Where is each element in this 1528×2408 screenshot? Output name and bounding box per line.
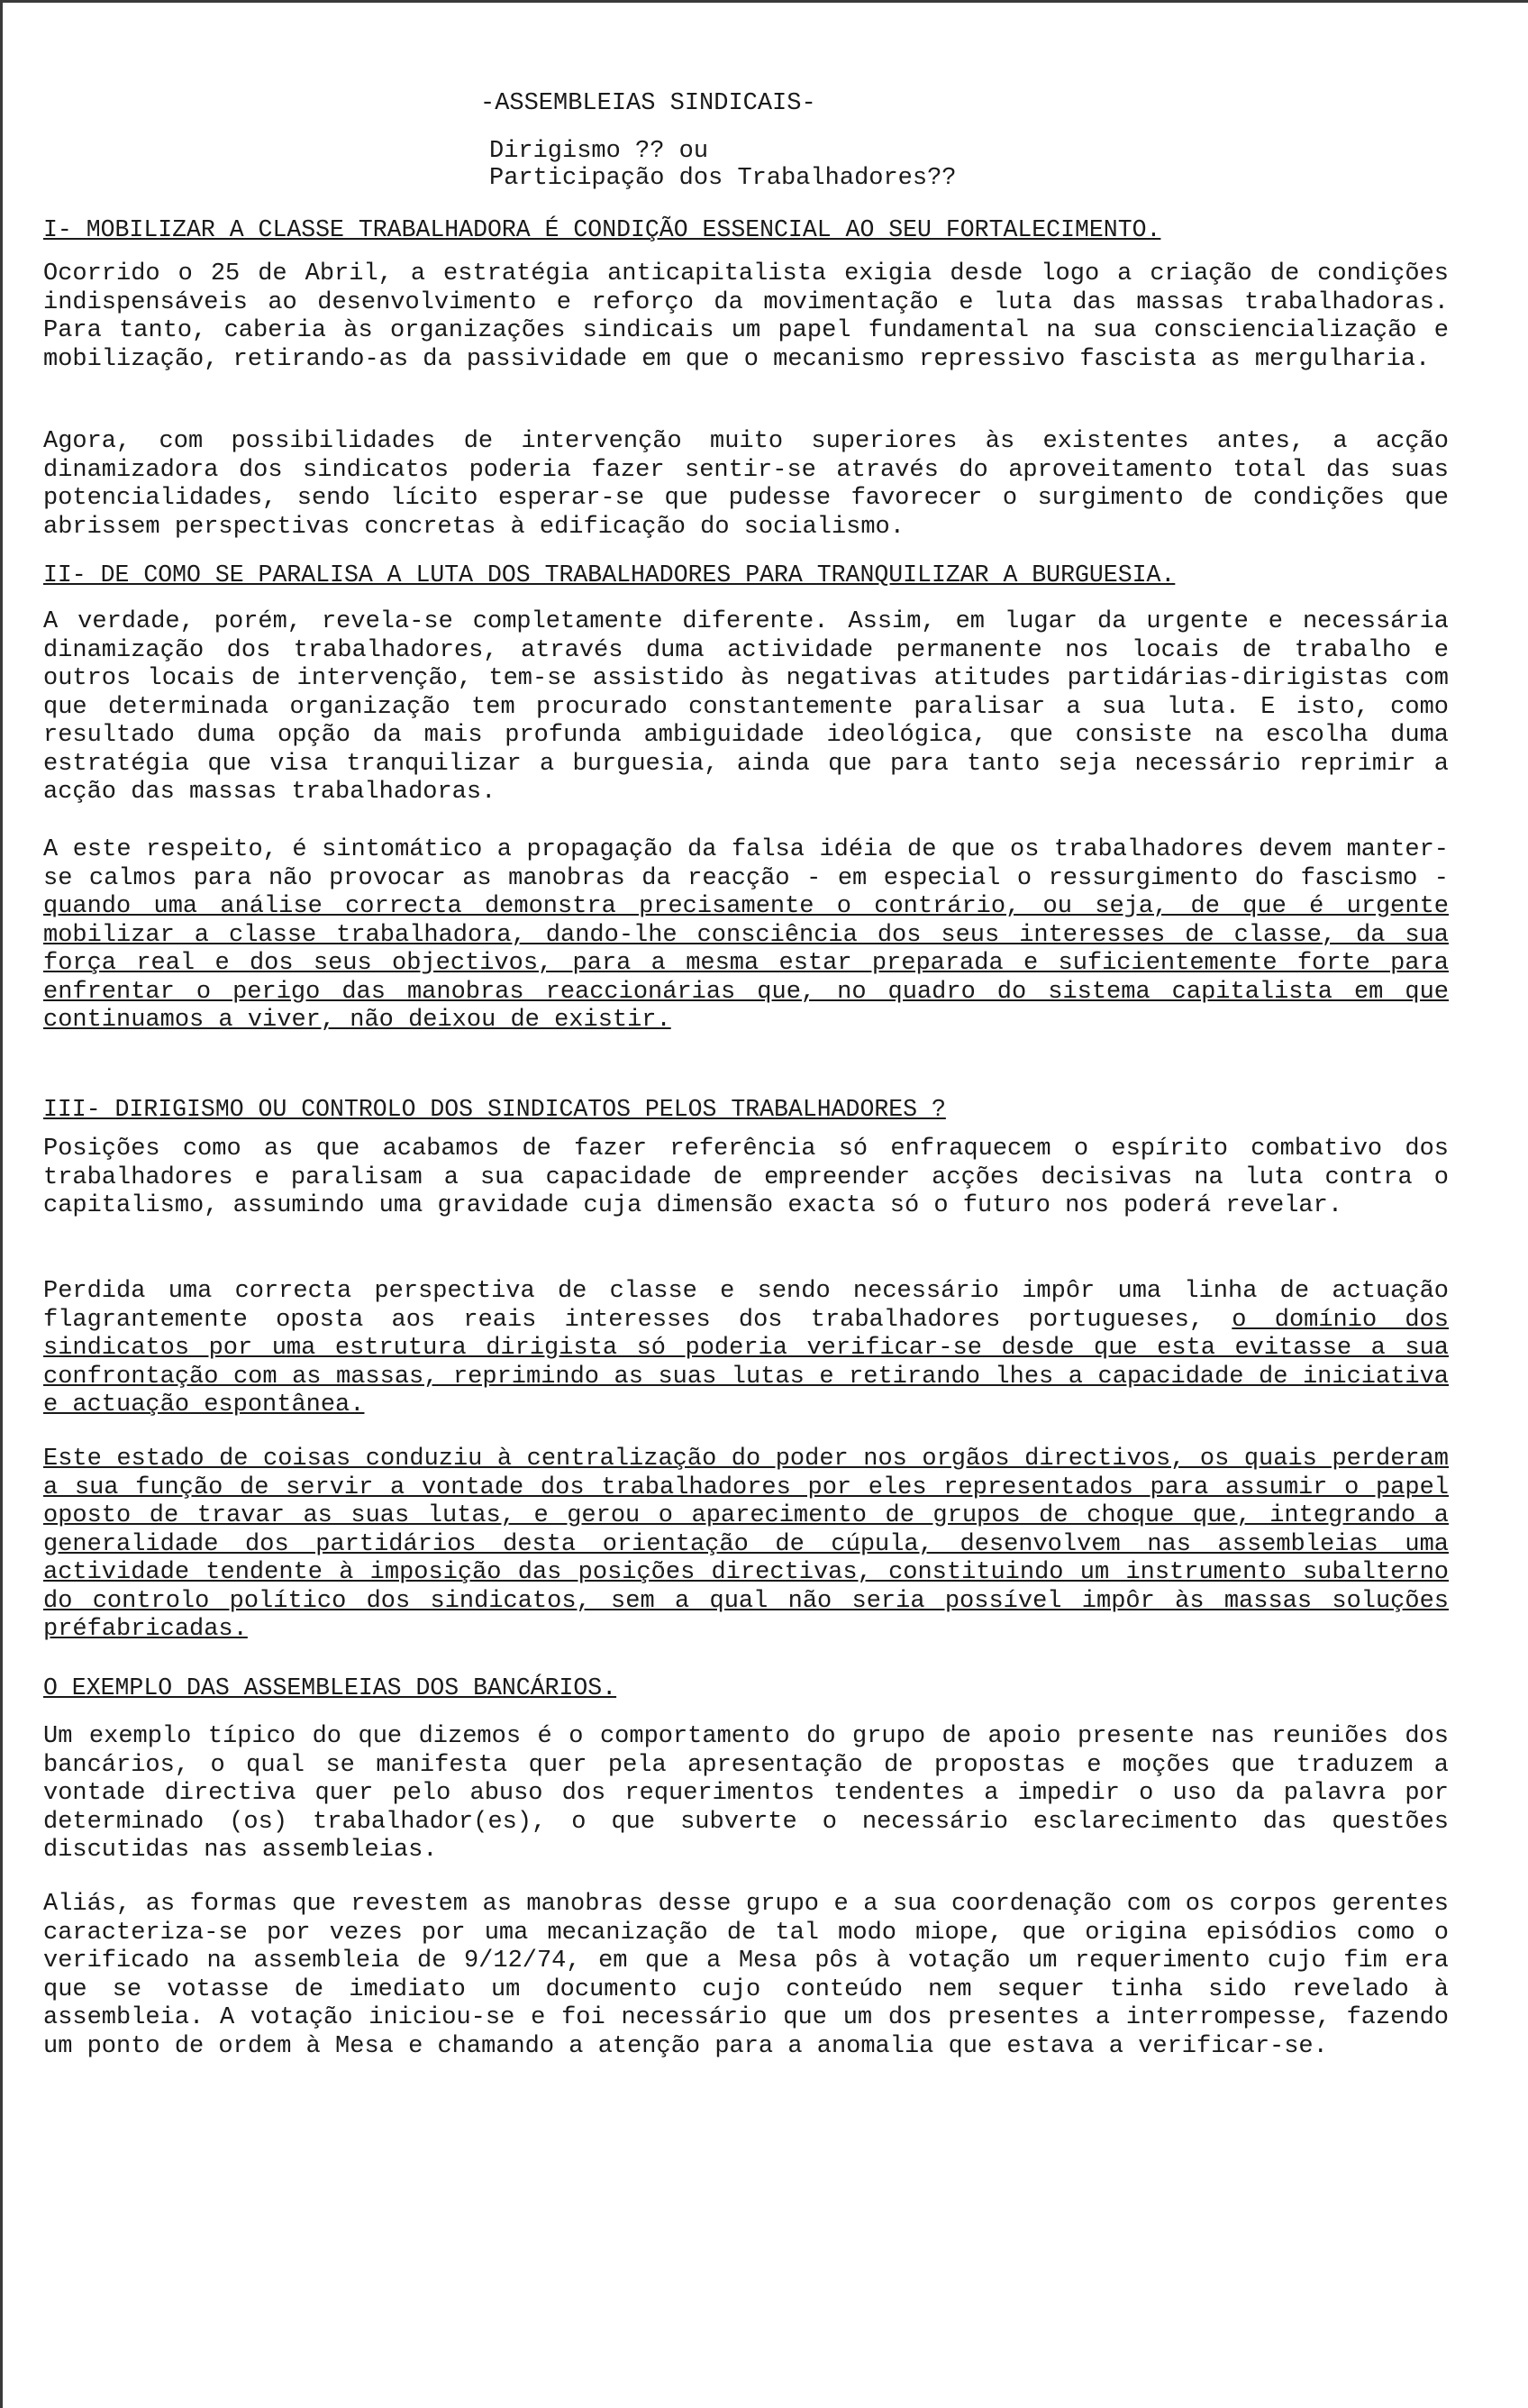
section-3-paragraph-3: Este estado de coisas conduziu à centralização do poder nos orgãos directivos, os quais perderam a sua função de servir a vontade dos trabalhadores por eles representados para assumir o papel oposto de travar as suas lutas, e gerou o aparecimento de grupos de choque que, integrando a generalidade dos partidários desta orientação de cúpula, desenvolvem nas assembleias uma actividade tendente à imposição das posições directivas, constituindo um instrumento subalterno do controlo político dos sindicatos, sem a qual não seria possível impôr às massas soluções préfabricadas. (43, 1446, 1449, 1643)
document-subtitle-question-1: Dirigismo ?? ou (489, 138, 709, 165)
section-1-paragraph-2: Agora, com possibilidades de intervenção muito superiores às existentes antes, a acção dinamizadora dos sindicatos poderia fazer sentir-se através do aproveitamento total das suas potencialidades, sendo lícito esperar-se que pudesse favorecer o surgimento de condições que abrissem perspectivas concretas à edificação do socialismo. (43, 428, 1449, 541)
section-2-paragraph-1-text: A verdade, porém, revela-se completamente diferente. Assim, em lugar da urgente e necessária dinamização dos trabalhadores, através duma actividade permanente nos locais de trabalho e outros locais de intervenção, tem-se assistido às negativas atitudes partidárias-dirigistas com que determinada organização tem procurado constantemente paralisar a sua luta. E isto, como resultado duma opção da mais profunda ambiguidade ideológica, que consiste na escolha duma estratégia que visa tranquilizar a burguesia, ainda que para tanto seja necessário reprimir a acção das massas trabalhadoras. (43, 608, 1449, 806)
section-2-paragraph-2 (43, 836, 1449, 1035)
section-4-paragraph-1: Um exemplo típico do que dizemos é o comportamento do grupo de apoio presente nas reuniões dos bancários, o qual se manifesta quer pela apresentação de propostas e moções que traduzem a vontade directiva quer pelo abuso dos requerimentos tendentes a impedir o uso da palavra por determinado (os) trabalhador(es), o que subverte o necessário esclarecimento das questões discutidas nas assembleias. (43, 1723, 1449, 1864)
section-3-paragraph-2 (43, 1278, 1449, 1420)
section-3-paragraph-2-underlined: o domínio dos sindicatos por uma estrutura dirigista só poderia verificar-se desde que esta evitasse a sua confrontação com as massas, reprimindo as suas lutas e retirando lhes a capacidade de iniciativa e actuação espontânea. (43, 1306, 1450, 1418)
section-4-paragraph-2: Aliás, as formas que revestem as manobras desse grupo e a sua coordenação com os corpos gerentes caracteriza-se por vezes por uma mecanização de tal modo miope, que origina episódios como o verificado na assembleia de 9/12/74, em que a Mesa pôs à votação um requerimento cujo fim era que se votasse de imediato um documento cujo conteúdo nem sequer tinha sido revelado à assembleia. A votação iniciou-se e foi necessário que um dos presentes a interrompesse, fazendo um ponto de ordem à Mesa e chamando a atenção para a anomalia que estava a verificar-se. (43, 1891, 1449, 2060)
section-3-heading: III- DIRIGISMO OU CONTROLO DOS SINDICATOS PELOS TRABALHADORES ? (43, 1096, 946, 1123)
section-2-heading: II- DE COMO SE PARALISA A LUTA DOS TRABALHADORES PARA TRANQUILIZAR A BURGUESIA. (43, 561, 1176, 588)
section-1-paragraph-1: Ocorrido o 25 de Abril, a estratégia anticapitalista exigia desde logo a criação de condições indispensáveis ao desenvolvimento e reforço da movimentação e luta das massas trabalhadoras. Para tanto, caberia às organizações sindicais um papel fundamental na sua consciencialização e mobilização, retirando-as da passividade em que o mecanismo repressivo fascista as mergulharia. (43, 260, 1449, 373)
section-2-paragraph-1 (43, 608, 1449, 807)
section-4-heading: O EXEMPLO DAS ASSEMBLEIAS DOS BANCÁRIOS. (43, 1674, 617, 1701)
section-3-paragraph-1: Posições como as que acabamos de fazer referência só enfraquecem o espírito combativo dos trabalhadores e paralisam a sua capacidade de empreender acções decisivas na luta contra o capitalismo, assumindo uma gravidade cuja dimensão exacta só o futuro nos poderá revelar. (43, 1136, 1449, 1219)
section-2-paragraph-2-plain: A este respeito, é sintomático a propagação da falsa idéia de que os trabalhadores devem manter-se calmos para não provocar as manobras da reacção - em especial o ressurgimento do fascismo - (43, 836, 1449, 892)
scan-edge-left (0, 0, 3, 2408)
section-1-heading: I- MOBILIZAR A CLASSE TRABALHADORA É CONDIÇÃO ESSENCIAL AO SEU FORTALECIMENTO. (43, 216, 1161, 243)
document-subtitle-question-2: Participação dos Trabalhadores?? (489, 165, 957, 192)
document-title: -ASSEMBLEIAS SINDICAIS- (480, 90, 816, 117)
section-2-paragraph-2-underlined: quando uma análise correcta demonstra precisamente o contrário, ou seja, de que é urgente mobilizar a classe trabalhadora, dando-lhe consciência dos seus interesses de classe, da sua força real e dos seus objectivos, para a mesma estar preparada e suficientemente forte para enfrentar o perigo das manobras reaccionárias que, no quadro do sistema capitalista em que continuamos a viver, não deixou de existir. (43, 893, 1449, 1034)
section-3-paragraph-2-plain: Perdida uma correcta perspectiva de classe e sendo necessário impôr uma linha de actuação flagrantemente oposta aos reais interesses dos trabalhadores portugueses, (43, 1278, 1449, 1334)
scan-edge-top (0, 0, 1528, 3)
